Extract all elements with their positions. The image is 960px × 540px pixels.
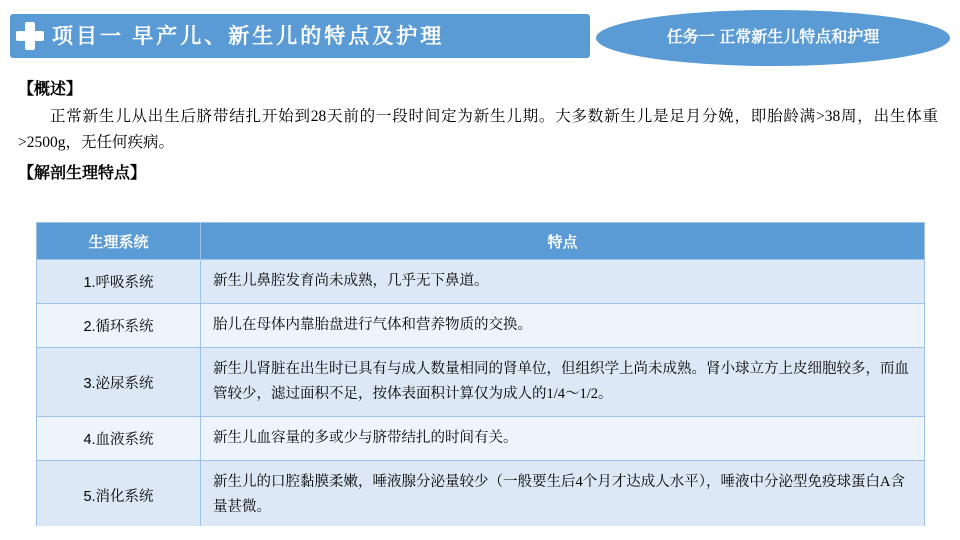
column-header-feature: 特点 <box>201 223 925 260</box>
cell-system: 1.呼吸系统 <box>37 260 201 304</box>
anatomy-heading: 【解剖生理特点】 <box>18 165 147 182</box>
cell-system: 2.循环系统 <box>37 304 201 348</box>
cell-feature: 新生儿的口腔黏膜柔嫩，唾液腺分泌量较少（一般要生后4个月才达成人水平），唾液中分泌型免疫球蛋白A含量甚微。 <box>201 461 925 530</box>
slide-header <box>0 0 960 72</box>
cell-system: 4.血液系统 <box>37 417 201 461</box>
table-row <box>37 417 925 461</box>
medical-cross-icon <box>16 22 44 50</box>
page-title: 项目一 早产儿、新生儿的特点及护理 <box>52 24 445 48</box>
table-row <box>37 260 925 304</box>
overview-heading: 【概述】 <box>18 81 83 98</box>
cell-feature: 新生儿血容量的多或少与脐带结扎的时间有关。 <box>201 417 925 461</box>
table-row <box>37 348 925 417</box>
cell-feature: 胎儿在母体内靠胎盘进行气体和营养物质的交换。 <box>201 304 925 348</box>
overview-paragraph: 正常新生儿从出生后脐带结扎开始到28天前的一段时间定为新生儿期。大多数新生儿是足月分娩，即胎龄满>38周，出生体重>2500g，无任何疾病。 <box>18 108 938 151</box>
slide-footer <box>0 526 960 540</box>
table-row <box>37 304 925 348</box>
table-row <box>37 461 925 530</box>
cell-feature: 新生儿鼻腔发育尚未成熟，几乎无下鼻道。 <box>201 260 925 304</box>
features-table <box>36 222 925 530</box>
cell-feature: 新生儿肾脏在出生时已具有与成人数量相同的肾单位，但组织学上尚未成熟。肾小球立方上皮细胞较多，而血管较少，滤过面积不足，按体表面积计算仅为成人的1/4～1/2。 <box>201 348 925 417</box>
features-table-container <box>36 222 924 530</box>
table-header-row <box>37 223 925 260</box>
cell-system: 5.消化系统 <box>37 461 201 530</box>
column-header-system: 生理系统 <box>37 223 201 260</box>
cell-system: 3.泌尿系统 <box>37 348 201 417</box>
task-badge <box>596 10 950 66</box>
task-badge-label: 任务一 正常新生儿特点和护理 <box>666 29 880 46</box>
